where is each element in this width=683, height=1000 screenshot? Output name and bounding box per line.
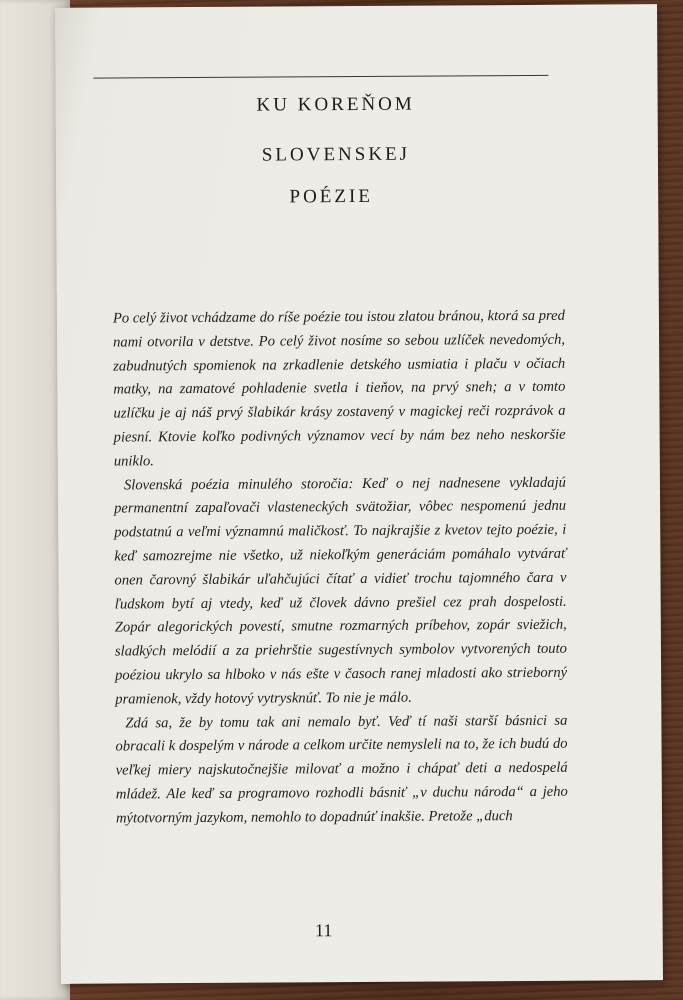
body-text xyxy=(113,305,568,831)
page-number: 11 xyxy=(314,920,333,941)
paragraph-3: Zdá sa, že by tomu tak ani nemalo byť. Veď tí naši starší básnici sa obracali k dospelým v národe a celkom určite nemysleli na to, že ich budú do veľkej miery najskutočnejšie milovať a možno i chápať deti a nedospelá mládež. Ale keď sa programovo rozhodli básniť „v duchu národa“ a jeho mýtotvorným jazykom, nemohlo to dopadnúť inakšie. Pretože „duch xyxy=(115,712,568,827)
paragraph-1: Po celý život vchádzame do ríše poézie tou istou zlatou bránou, ktorá sa pred nami otvorila v detstve. Po celý život nosíme so sebou uzlíček nevedomých, zabudnutých spomienok na zrkadlenie detského usmiatia i plaču v očiach matky, na zamatové pohladenie svetla i tieňov, na prvý sneh; a v tomto uzlíčku je aj náš prvý šlabikár krásy zostavený v magickej reči rozprávok a piesní. Ktovie koľko podivných významov vecí by nám bez neho neskoršie uniklo. xyxy=(112,307,566,470)
chapter-title-line-2: SLOVENSKEJ xyxy=(261,143,411,166)
book-page xyxy=(55,4,663,984)
chapter-title-line-1: KU KOREŇOM xyxy=(256,93,415,116)
header-rule xyxy=(93,75,548,79)
chapter-title-line-3: POÉZIE xyxy=(289,185,373,208)
paragraph-2: Slovenská poézia minulého storočia: Keď o nej nadnesene vykladajú permanentní zapaľovači vlasteneckých svätožiar, vôbec nespomenú jednu podstatnú a veľmi významnú maličkosť. To najkrajšie z kvetov tejto poézie, i keď samozrejme nie všetko, už niekoľkým generáciám pomáhalo vytvárať onen čarovný šlabikár uľahčujúci čítať a vidieť trochu tajomného čara v ľudskom bytí aj vtedy, keď už človek dávno prešiel cez prah dospelosti. Zopár alegorických povestí, smutne rozmarných príbehov, zopár sviežich, sladkých melódií a za priehrštie sugestívnych symbolov vytvorených touto poéziou ukrylo sa hlboko v nás ešte v časoch ranej mladosti ako strieborný pramienok, vždy hotový vytrysknúť. To nie je málo. xyxy=(114,474,568,708)
